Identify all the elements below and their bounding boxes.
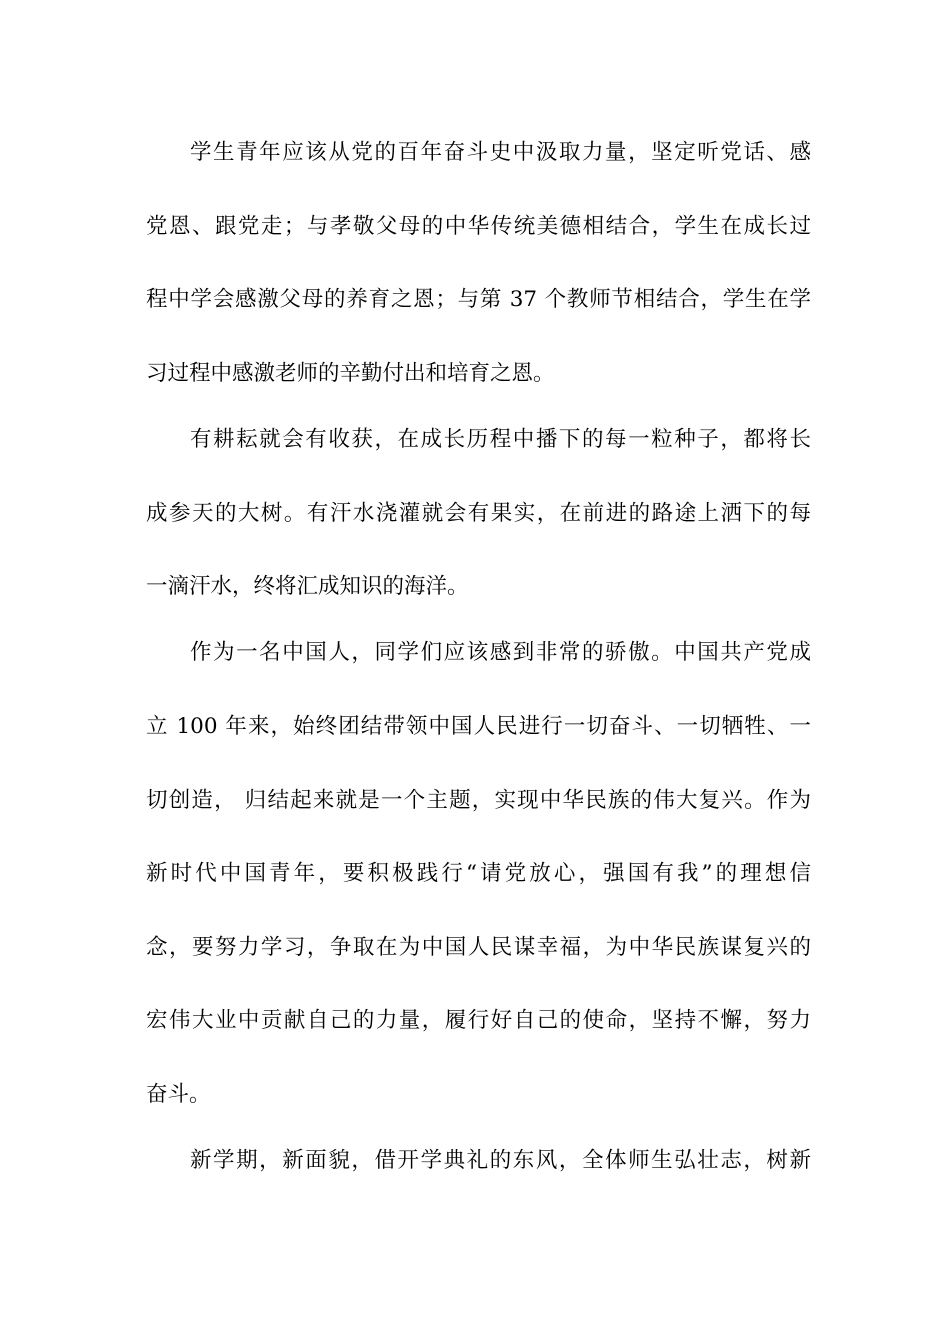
paragraph-3-line-2: 立 100 年来，始终团结带领中国人民进行一切奋斗、一切牺牲、一 (146, 714, 811, 739)
paragraph-2-line-3: 一滴汗水，终将汇成知识的海洋。 (146, 574, 469, 599)
paragraph-3-line-6: 宏伟大业中贡献自己的力量，履行好自己的使命，坚持不懈，努力 (146, 1008, 811, 1033)
paragraph-1-line-4: 习过程中感激老师的辛勤付出和培育之恩。 (146, 361, 555, 386)
paragraph-1-line-3: 程中学会感激父母的养育之恩；与第 37 个教师节相结合，学生在学 (146, 287, 811, 312)
paragraph-3-line-4: 新时代中国青年，要积极践行“请党放心，强国有我”的理想信 (146, 861, 811, 886)
paragraph-1-line-2: 党恩、跟党走；与孝敬父母的中华传统美德相结合，学生在成长过 (146, 214, 811, 239)
paragraph-3-line-5: 念，要努力学习，争取在为中国人民谋幸福，为中华民族谋复兴的 (146, 935, 811, 960)
paragraph-3-line-7: 奋斗。 (146, 1082, 211, 1107)
paragraph-2-line-1: 有耕耘就会有收获，在成长历程中播下的每一粒种子，都将长 (190, 427, 811, 452)
paragraph-1-line-1: 学生青年应该从党的百年奋斗史中汲取力量，坚定听党话、感 (190, 140, 811, 165)
paragraph-2-line-2: 成参天的大树。有汗水浇灌就会有果实，在前进的路途上洒下的每 (146, 501, 811, 526)
paragraph-3-line-1: 作为一名中国人，同学们应该感到非常的骄傲。中国共产党成 (190, 640, 811, 665)
paragraph-3-line-3: 切创造， 归结起来就是一个主题，实现中华民族的伟大复兴。作为 (146, 788, 811, 813)
paragraph-4-line-1: 新学期，新面貌，借开学典礼的东风，全体师生弘壮志，树新 (190, 1148, 811, 1173)
